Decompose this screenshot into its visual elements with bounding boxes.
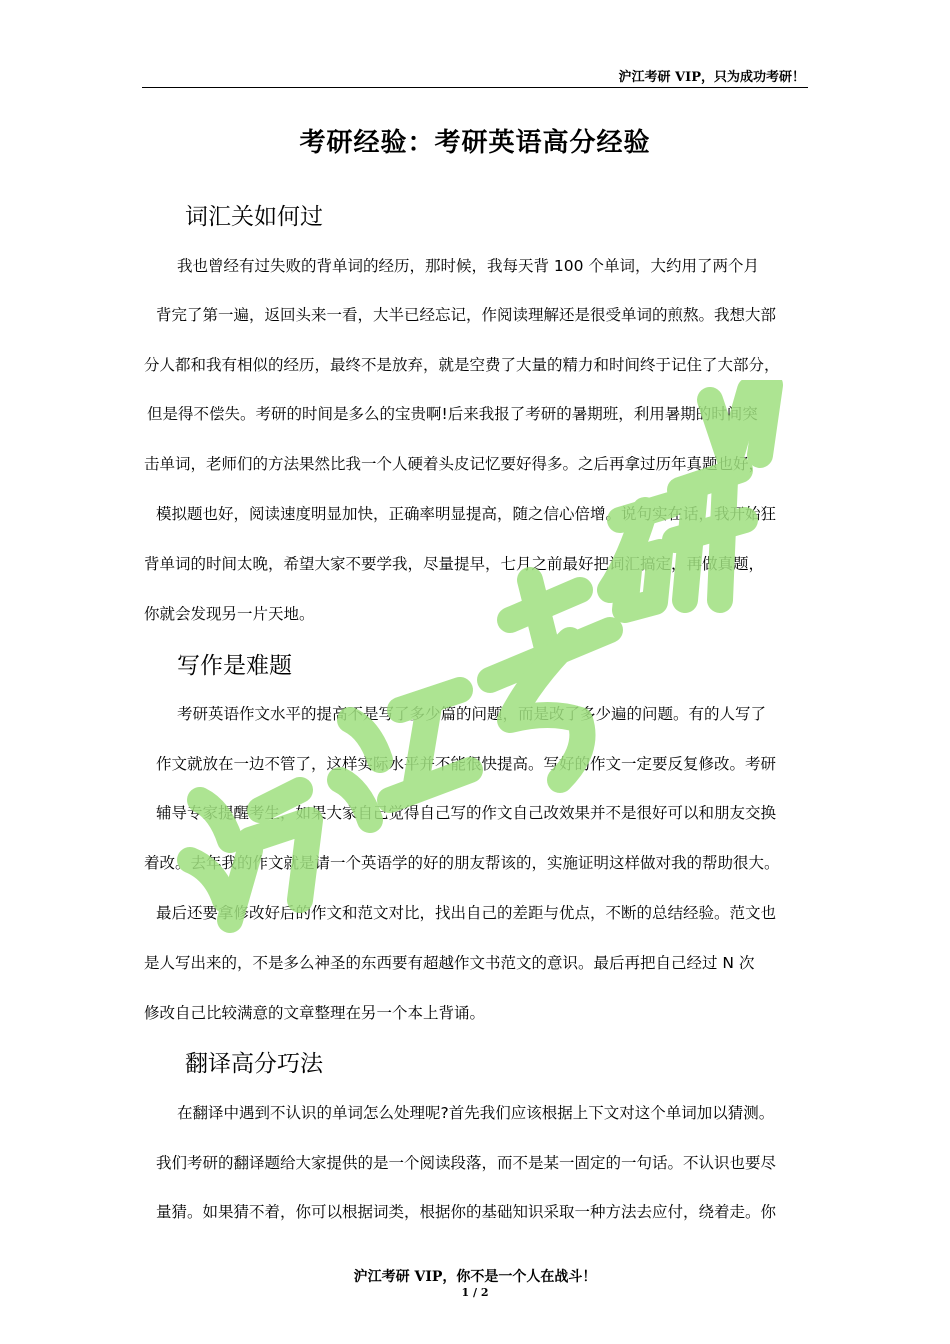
section-heading-translation: 翻译高分巧法 <box>185 1051 323 1077</box>
paragraph-line: 修改自己比较满意的文章整理在另一个本上背诵。 <box>144 1004 486 1022</box>
paragraph-line: 分人都和我有相似的经历，最终不是放弃，就是空费了大量的精力和时间终于记住了大部分， <box>144 356 780 374</box>
paragraph-line: 考研英语作文水平的提高不是写了多少篇的问题，而是改了多少遍的问题。有的人写了 <box>177 705 767 723</box>
paragraph-line: 我们考研的翻译题给大家提供的是一个阅读段落，而不是某一固定的一句话。不认识也要尽 <box>156 1154 777 1172</box>
section-heading-writing: 写作是难题 <box>177 653 292 679</box>
paragraph-line: 最后还要拿修改好后的作文和范文对比，找出自己的差距与优点，不断的总结经验。范文也 <box>156 904 777 922</box>
paragraph-line: 背完了第一遍，返回头来一看，大半已经忘记，作阅读理解还是很受单词的煎熬。我想大部 <box>156 306 777 324</box>
paragraph-line: 背单词的时间太晚，希望大家不要学我，尽量提早，七月之前最好把词汇搞定，再做真题， <box>144 555 765 573</box>
section-heading-vocabulary: 词汇关如何过 <box>185 204 323 230</box>
paragraph-line: 着改。去年我的作文就是请一个英语学的好的朋友帮该的，实施证明这样做对我的帮助很大。 <box>144 854 780 872</box>
paragraph-line: 模拟题也好，阅读速度明显加快，正确率明显提高，随之信心倍增。说句实在话，我开始狂 <box>156 505 777 523</box>
paragraph-line: 击单词，老师们的方法果然比我一个人硬着头皮记忆要好得多。之后再拿过历年真题也好， <box>144 455 765 473</box>
header-divider <box>142 87 808 88</box>
paragraph-line: 我也曾经有过失败的背单词的经历，那时候，我每天背 100 个单词，大约用了两个月 <box>177 257 759 275</box>
page-footer-text: 沪江考研 VIP，你不是一个人在战斗！ <box>353 1269 597 1285</box>
paragraph-line: 在翻译中遇到不认识的单词怎么处理呢?首先我们应该根据上下文对这个单词加以猜测。 <box>177 1104 775 1122</box>
paragraph-line: 辅导专家提醒考生，如果大家自己觉得自己写的作文自己改效果并不是很好可以和朋友交换 <box>156 804 777 822</box>
page-number: 1 / 2 <box>461 1286 489 1299</box>
paragraph-line: 量猜。如果猜不着，你可以根据词类，根据你的基础知识采取一种方法去应付，绕着走。你 <box>156 1203 777 1221</box>
paragraph-line: 但是得不偿失。考研的时间是多么的宝贵啊!后来我报了考研的暑期班，利用暑期的时间突 <box>147 405 758 423</box>
page-header-text: 沪江考研 VIP，只为成功考研！ <box>618 70 805 85</box>
paragraph-line: 你就会发现另一片天地。 <box>144 605 315 623</box>
paragraph-line: 作文就放在一边不管了，这样实际水平并不能很快提高。写好的作文一定要反复修改。考研 <box>156 755 777 773</box>
paragraph-line: 是人写出来的，不是多么神圣的东西要有超越作文书范文的意识。最后再把自己经过 N 次 <box>144 954 755 972</box>
document-title: 考研经验：考研英语高分经验 <box>299 128 651 158</box>
